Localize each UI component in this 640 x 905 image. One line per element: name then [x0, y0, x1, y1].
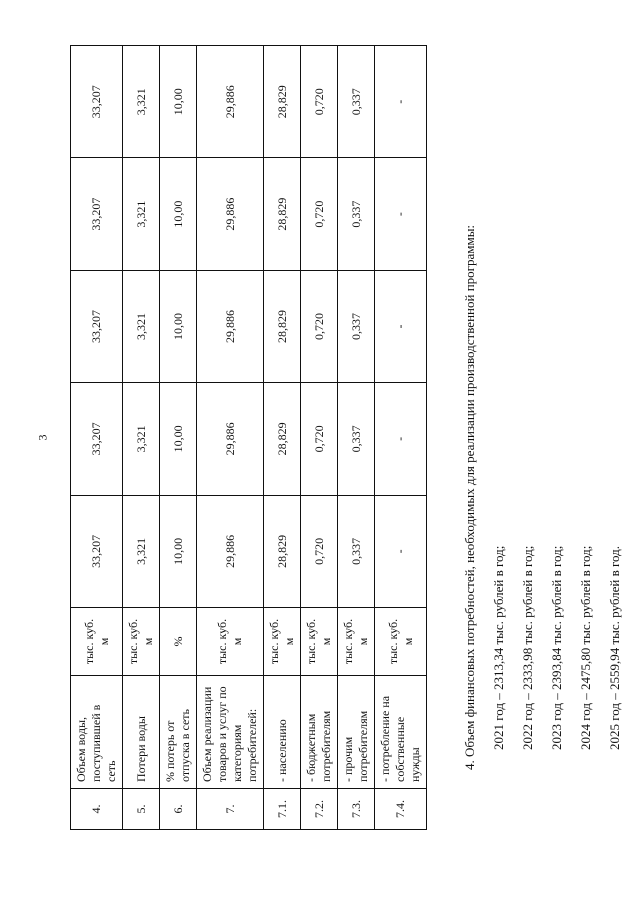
value-cell: 29,886 — [197, 158, 264, 270]
value-cell: 28,829 — [264, 46, 301, 158]
value-cell: - — [375, 270, 427, 382]
table-row — [71, 46, 123, 830]
value-cell: 0,720 — [301, 383, 338, 495]
row-number: 5. — [123, 789, 160, 830]
value-cell: 0,720 — [301, 46, 338, 158]
financial-needs-item: 2021 год – 2313,34 тыс. рублей в год; — [491, 545, 506, 750]
value-cell: 28,829 — [264, 495, 301, 607]
indicator-name: - бюджетным потребителям — [301, 676, 338, 789]
indicator-name: - населению — [264, 676, 301, 789]
financial-needs-item: 2022 год – 2333,98 тыс. рублей в год; — [520, 545, 535, 750]
value-cell: 33,207 — [71, 46, 123, 158]
value-cell: 0,337 — [338, 158, 375, 270]
unit-cell: тыс. куб. м — [301, 608, 338, 676]
table-row — [160, 46, 197, 830]
value-cell: - — [375, 383, 427, 495]
value-cell: 10,00 — [160, 495, 197, 607]
value-cell: 10,00 — [160, 270, 197, 382]
value-cell: 3,321 — [123, 46, 160, 158]
value-cell: 28,829 — [264, 158, 301, 270]
value-cell: 0,720 — [301, 158, 338, 270]
value-cell: 0,337 — [338, 46, 375, 158]
table-row — [301, 46, 338, 830]
value-cell: 0,337 — [338, 270, 375, 382]
row-number: 7.4. — [375, 789, 427, 830]
financial-needs-list — [484, 110, 629, 770]
unit-cell: тыс. куб. м — [338, 608, 375, 676]
indicator-name: Объем реализации товаров и услуг по категориям потребителей: — [197, 676, 264, 789]
section-4-text — [455, 110, 622, 770]
table-row — [197, 46, 264, 830]
indicator-name: Объем воды, поступившей в сеть — [71, 676, 123, 789]
row-number: 6. — [160, 789, 197, 830]
table-row — [338, 46, 375, 830]
value-cell: 10,00 — [160, 383, 197, 495]
value-cell: 28,829 — [264, 383, 301, 495]
row-number: 7. — [197, 789, 264, 830]
section-4-heading: 4. Объем финансовых потребностей, необходимых для реализации производственной программы: — [462, 224, 477, 770]
value-cell: 10,00 — [160, 46, 197, 158]
value-cell: 33,207 — [71, 158, 123, 270]
value-cell: 0,720 — [301, 495, 338, 607]
indicator-name: % потерь от отпуска в сеть — [160, 676, 197, 789]
row-number: 7.3. — [338, 789, 375, 830]
value-cell: 29,886 — [197, 495, 264, 607]
value-cell: - — [375, 495, 427, 607]
value-cell: 29,886 — [197, 270, 264, 382]
table-row — [264, 46, 301, 830]
indicator-name: Потери воды — [123, 676, 160, 789]
value-cell: - — [375, 158, 427, 270]
table-row — [123, 46, 160, 830]
financial-needs-item: 2023 год – 2393,84 тыс. рублей в год; — [549, 545, 564, 750]
unit-cell: тыс. куб. м — [264, 608, 301, 676]
value-cell: 33,207 — [71, 495, 123, 607]
row-number: 7.2. — [301, 789, 338, 830]
value-cell: 33,207 — [71, 270, 123, 382]
row-number: 4. — [71, 789, 123, 830]
value-cell: 3,321 — [123, 158, 160, 270]
unit-cell: тыс. куб. м — [375, 608, 427, 676]
financial-needs-item: 2025 год – 2559,94 тыс. рублей в год. — [607, 546, 622, 750]
value-cell: 29,886 — [197, 383, 264, 495]
page-number: 3 — [35, 434, 50, 441]
indicator-name: - потребление на собственные нужды — [375, 676, 427, 789]
unit-cell: тыс. куб. м — [71, 608, 123, 676]
production-program-table-wrapper — [70, 45, 425, 830]
value-cell: 3,321 — [123, 495, 160, 607]
value-cell: 0,337 — [338, 495, 375, 607]
value-cell: - — [375, 46, 427, 158]
value-cell: 10,00 — [160, 158, 197, 270]
value-cell: 28,829 — [264, 270, 301, 382]
financial-needs-item: 2024 год – 2475,80 тыс. рублей в год; — [578, 545, 593, 750]
value-cell: 29,886 — [197, 46, 264, 158]
value-cell: 0,720 — [301, 270, 338, 382]
unit-cell: % — [160, 608, 197, 676]
unit-cell: тыс. куб. м — [197, 608, 264, 676]
row-number: 7.1. — [264, 789, 301, 830]
table-body — [71, 46, 427, 830]
value-cell: 3,321 — [123, 383, 160, 495]
value-cell: 3,321 — [123, 270, 160, 382]
table-row — [375, 46, 427, 830]
production-program-table — [70, 45, 427, 830]
value-cell: 0,337 — [338, 383, 375, 495]
indicator-name: - прочим потребителям — [338, 676, 375, 789]
unit-cell: тыс. куб. м — [123, 608, 160, 676]
value-cell: 33,207 — [71, 383, 123, 495]
